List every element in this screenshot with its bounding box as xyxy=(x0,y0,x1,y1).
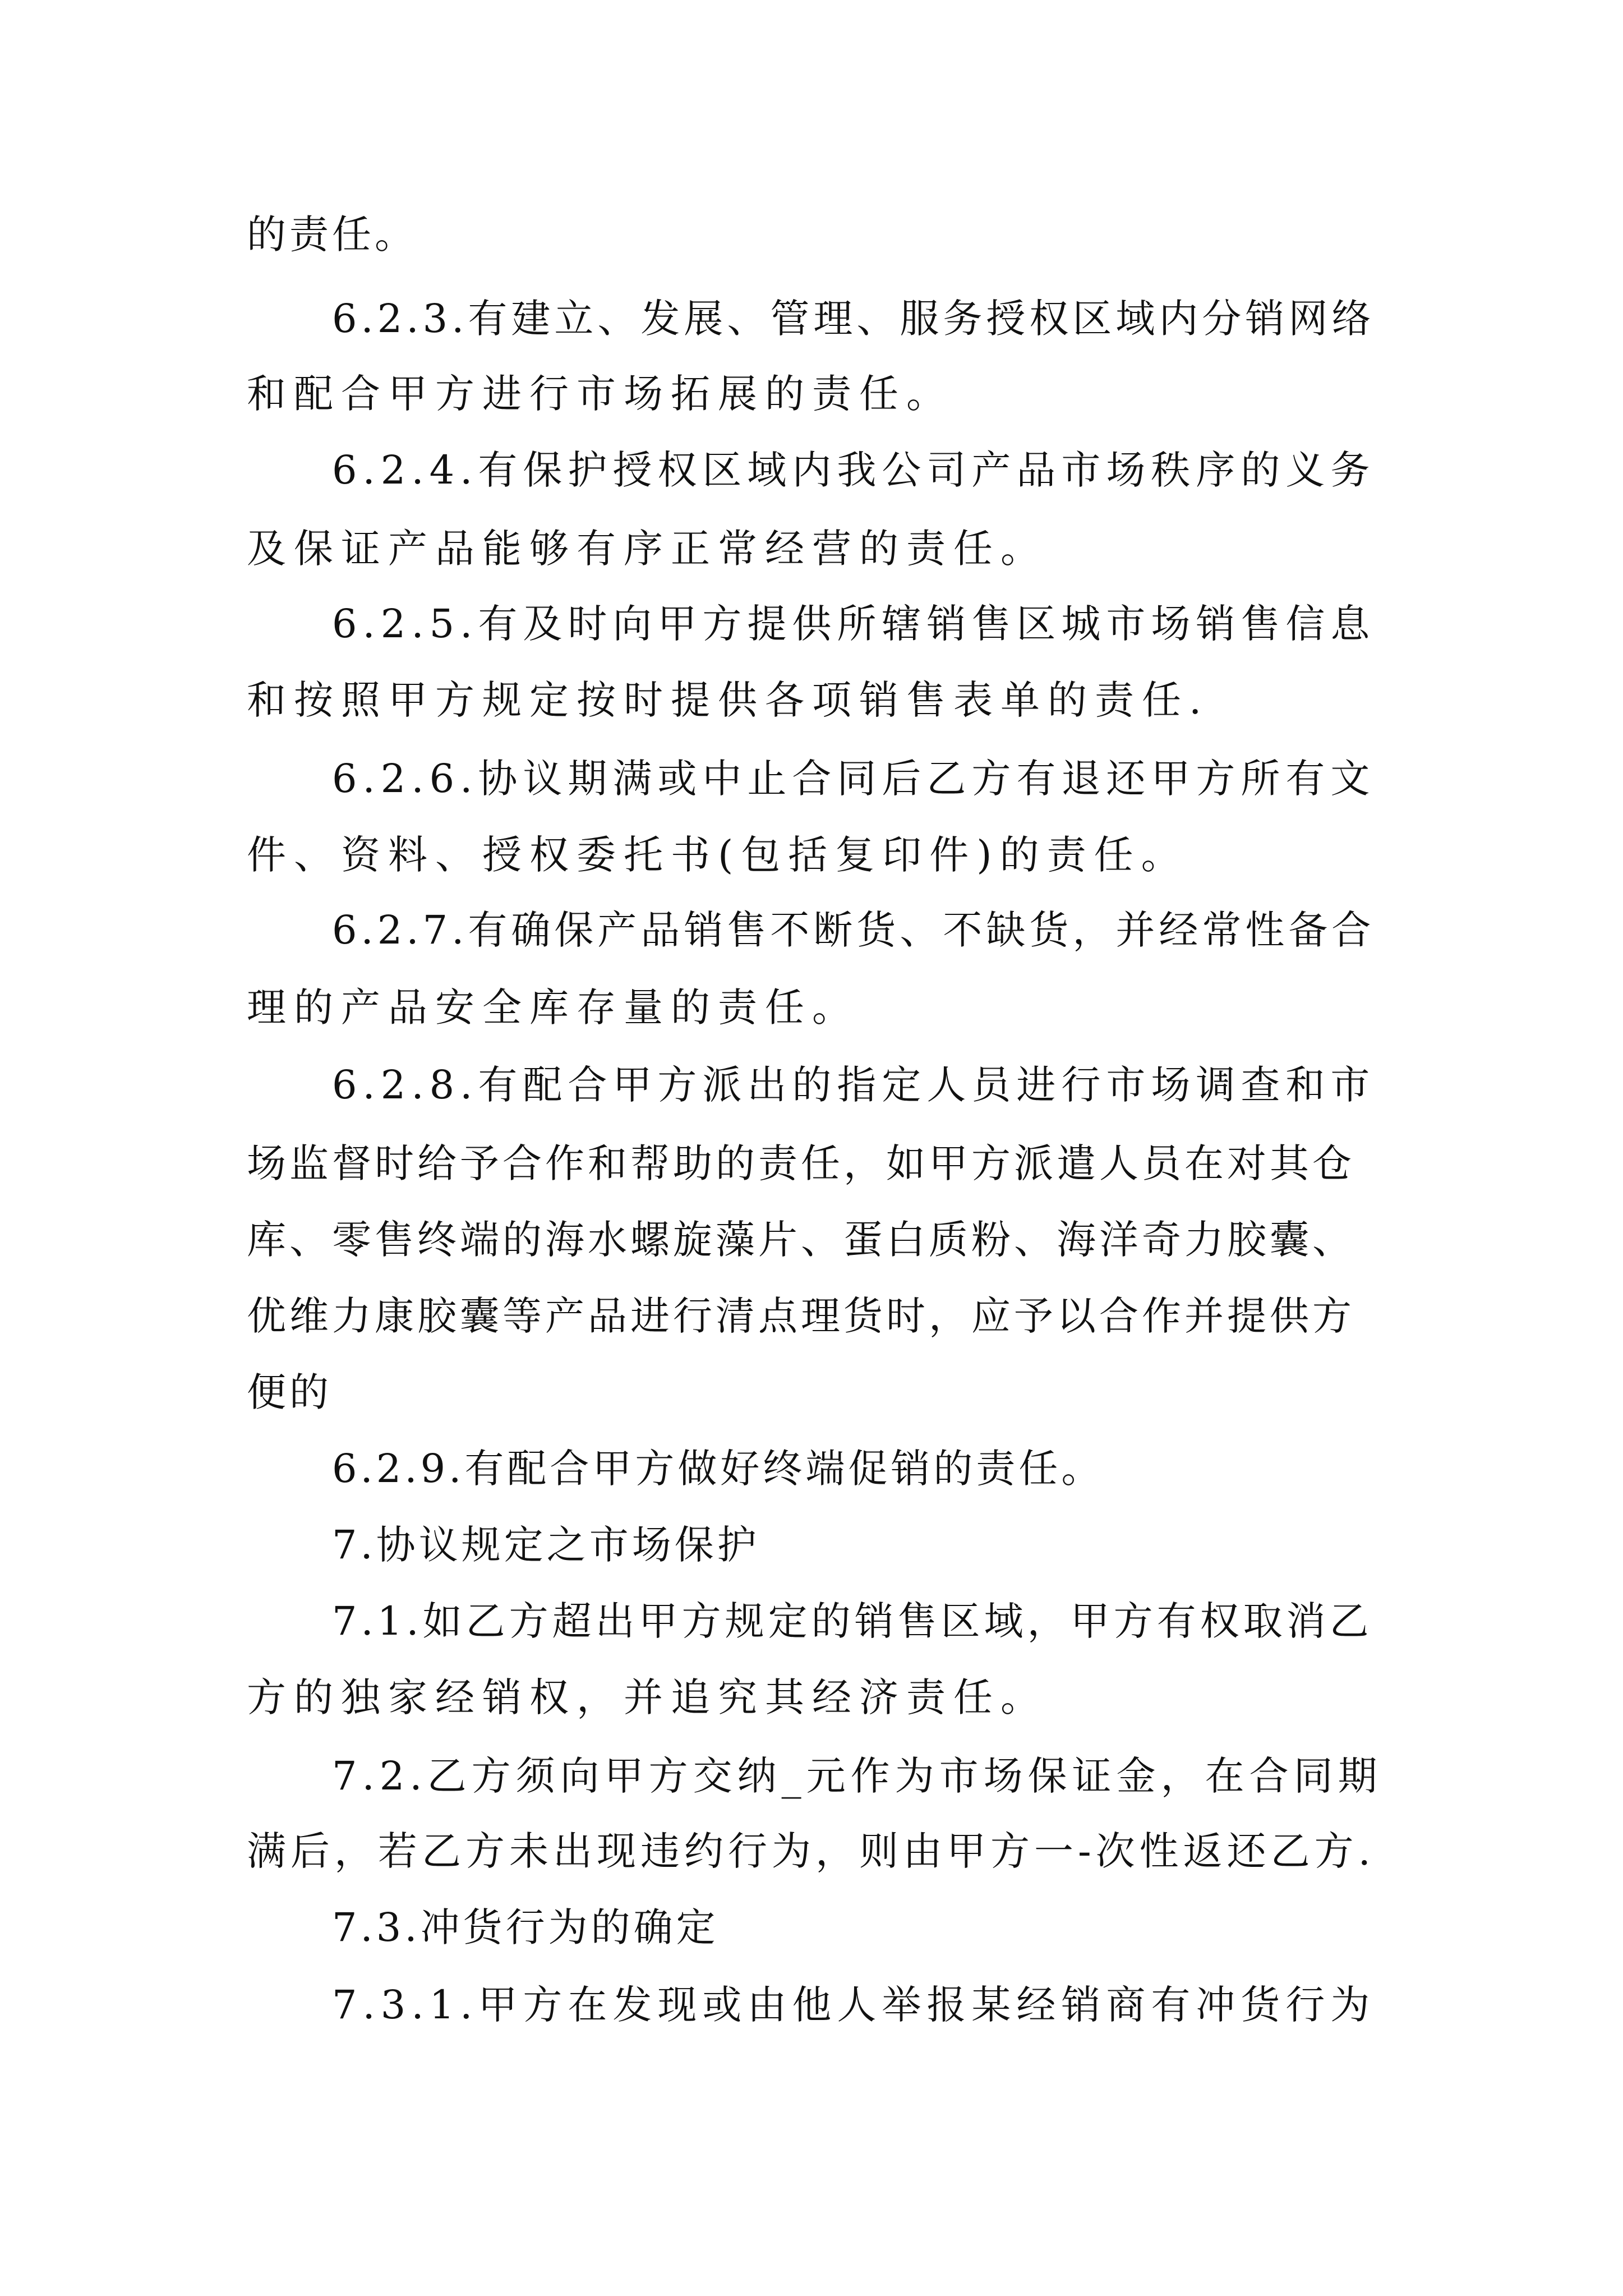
text-line: 6.2.4.有保护授权区域内我公司产品市场秩序的义务 xyxy=(332,447,1376,493)
text-line: 6.2.9.有配合甲方做好终端促销的责任。 xyxy=(332,1446,1104,1492)
text-line: 理的产品安全库存量的责任。 xyxy=(247,984,859,1030)
text-line: 件、资料、授权委托书(包括复印件)的责任。 xyxy=(247,832,1188,878)
text-line: 7.1.如乙方超出甲方规定的销售区域，甲方有权取消乙 xyxy=(332,1598,1373,1644)
text-line: 6.2.3.有建立、发展、管理、服务授权区域内分销网络 xyxy=(332,296,1375,342)
text-line: 6.2.8.有配合甲方派出的指定人员进行市场调查和市 xyxy=(332,1062,1376,1108)
text-line: 的责任。 xyxy=(247,211,417,257)
text-line: 便的 xyxy=(247,1369,332,1415)
text-line: 6.2.5.有及时向甲方提供所辖销售区城市场销售信息 xyxy=(332,601,1376,647)
text-line: 场监督时给予合作和帮助的责任，如甲方派遣人员在对其仓 xyxy=(247,1140,1355,1186)
text-line: 7.2.乙方须向甲方交纳_元作为市场保证金，在合同期 xyxy=(332,1753,1382,1799)
text-line: 7.协议规定之市场保护 xyxy=(332,1522,760,1568)
text-line: 及保证产品能够有序正常经营的责任。 xyxy=(247,526,1048,572)
text-line: 满后，若乙方未出现违约行为，则由甲方一-次性返还乙方. xyxy=(247,1828,1375,1874)
text-line: 6.2.6.协议期满或中止合同后乙方有退还甲方所有文 xyxy=(332,756,1376,802)
text-line: 和按照甲方规定按时提供各项销售表单的责任. xyxy=(247,677,1210,723)
text-line: 6.2.7.有确保产品销售不断货、不缺货，并经常性备合 xyxy=(332,907,1375,953)
text-line: 7.3.冲货行为的确定 xyxy=(332,1904,719,1950)
text-line: 和配合甲方进行市场拓展的责任。 xyxy=(247,371,953,417)
text-line: 方的独家经销权，并追究其经济责任。 xyxy=(247,1674,1048,1720)
text-line: 优维力康胶囊等产品进行清点理货时，应予以合作并提供方 xyxy=(247,1293,1355,1339)
text-line: 库、零售终端的海水螺旋藻片、蛋白质粉、海洋奇力胶囊、 xyxy=(247,1217,1355,1263)
text-line: 7.3.1.甲方在发现或由他人举报某经销商有冲货行为 xyxy=(332,1982,1376,2028)
